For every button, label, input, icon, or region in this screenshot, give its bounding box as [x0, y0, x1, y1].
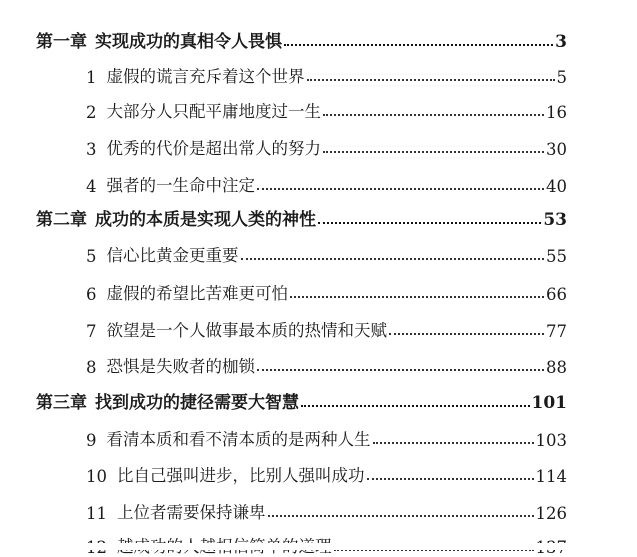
dot-leader — [241, 257, 545, 260]
page-number: 66 — [546, 285, 567, 304]
section-number: 9 — [86, 431, 97, 450]
page-number: 40 — [546, 177, 567, 196]
dot-leader — [389, 332, 544, 335]
toc-chapter-2[interactable] — [36, 204, 567, 230]
section-title: 强者的一生命中注定 — [106, 176, 255, 195]
toc-section-10[interactable] — [86, 460, 567, 486]
section-number: 2 — [86, 103, 97, 122]
page-number: 30 — [546, 140, 567, 159]
chapter-title: 找到成功的捷径需要大智慧 — [95, 393, 299, 413]
section-title: 比自己强叫进步，比别人强叫成功 — [117, 466, 365, 485]
section-title: 虚假的谎言充斥着这个世界 — [106, 67, 305, 86]
page-number: 103 — [535, 431, 567, 450]
dot-leader — [373, 441, 534, 444]
section-title: 信心比黄金更重要 — [106, 246, 239, 265]
toc-section-9[interactable] — [86, 424, 567, 450]
section-number: 8 — [86, 358, 97, 377]
section-title: 大部分人只配平庸地度过一生 — [106, 102, 321, 121]
dot-leader — [290, 295, 544, 298]
section-title: 欲望是一个人做事最本质的热情和天赋 — [106, 321, 387, 340]
chapter-number: 第二章 — [36, 210, 87, 230]
section-number: 5 — [86, 247, 97, 266]
chapter-title: 成功的本质是实现人类的神性 — [95, 210, 316, 230]
section-title: 恐惧是失败者的枷锁 — [106, 357, 255, 376]
toc-section-8[interactable] — [86, 351, 567, 377]
toc-section-4[interactable] — [86, 170, 567, 196]
section-number: 6 — [86, 285, 97, 304]
dot-leader — [323, 150, 544, 153]
chapter-title: 实现成功的真相令人畏惧 — [95, 32, 282, 52]
section-number: 10 — [86, 467, 107, 486]
dot-leader — [257, 187, 544, 190]
page-number: 101 — [531, 393, 567, 413]
dot-leader — [367, 477, 534, 480]
page-number: 126 — [535, 504, 567, 523]
page-number: 16 — [546, 103, 567, 122]
page-number: 114 — [535, 467, 567, 486]
section-number: 4 — [86, 177, 97, 196]
chapter-number: 第一章 — [36, 32, 87, 52]
dot-leader — [318, 221, 541, 224]
toc-section-6[interactable] — [86, 278, 567, 304]
page-number: 3 — [555, 32, 567, 52]
page-number: 55 — [546, 247, 567, 266]
section-number: 7 — [86, 322, 97, 341]
toc-section-7[interactable] — [86, 315, 567, 341]
dot-leader — [307, 78, 555, 81]
toc-section-11[interactable] — [86, 497, 567, 523]
section-number: 1 — [86, 68, 97, 87]
page-number: 88 — [546, 358, 567, 377]
section-title: 优秀的代价是超出常人的努力 — [106, 139, 321, 158]
toc-chapter-1[interactable] — [36, 26, 567, 52]
section-title: 看清本质和看不清本质的是两种人生 — [106, 430, 371, 449]
toc-section-2[interactable] — [86, 96, 567, 122]
dot-leader — [284, 43, 553, 46]
section-title: 上位者需要保持谦卑 — [117, 503, 266, 522]
toc-section-1[interactable] — [86, 61, 567, 87]
section-number: 11 — [86, 504, 107, 523]
dot-leader — [268, 514, 534, 517]
section-title: 虚假的希望比苦难更可怕 — [106, 284, 288, 303]
dot-leader — [257, 368, 544, 371]
chapter-number: 第三章 — [36, 393, 87, 413]
dot-leader — [323, 113, 544, 116]
toc-section-3[interactable] — [86, 133, 567, 159]
section-number: 3 — [86, 140, 97, 159]
dot-leader — [301, 404, 530, 407]
page-bottom-edge — [0, 543, 637, 550]
toc-chapter-3[interactable] — [36, 387, 567, 413]
toc-section-5[interactable] — [86, 240, 567, 266]
page-number: 77 — [546, 322, 567, 341]
page-number: 53 — [543, 210, 567, 230]
page-number: 5 — [556, 68, 567, 87]
